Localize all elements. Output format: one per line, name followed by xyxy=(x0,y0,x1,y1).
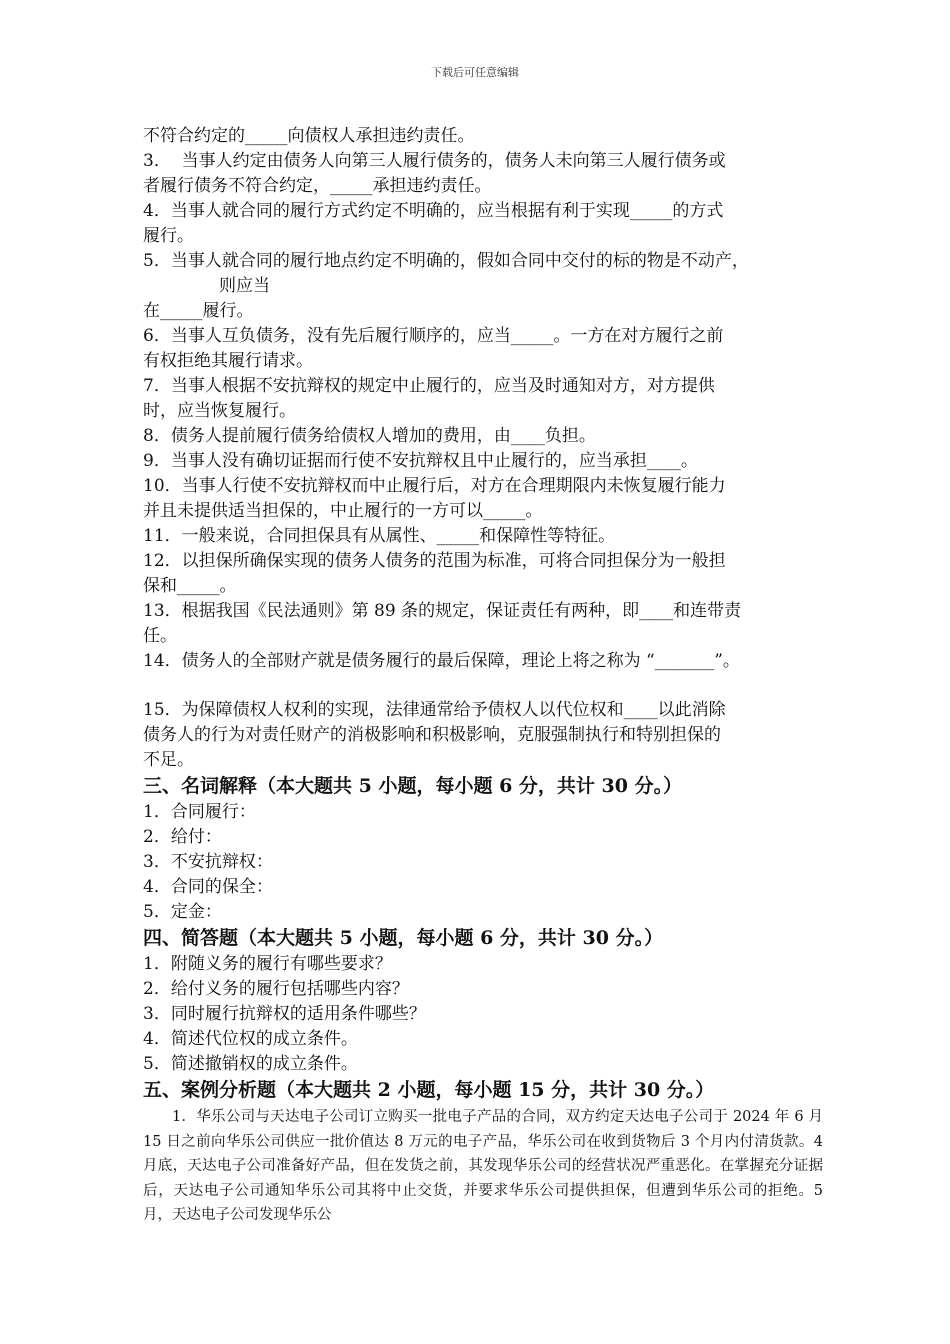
paragraph-gap xyxy=(143,674,823,698)
section-3-title: 三、名词解释（本大题共 5 小题，每小题 6 分，共计 30 分。） xyxy=(143,775,683,797)
text-line: 11．一般来说，合同担保具有从属性、_____和保障性等特征。 xyxy=(143,526,616,546)
text-line: 并且未提供适当担保的，中止履行的一方可以_____。 xyxy=(143,501,543,521)
text-line: 10．当事人行使不安抗辩权而中止履行后，对方在合理期限内未恢复履行能力 xyxy=(143,476,726,496)
case-paragraph: 1．华乐公司与天达电子公司订立购买一批电子产品的合同，双方约定天达电子公司于 2024 年 6 月 15 日之前向华乐公司供应一批价值达 8 万元的电子产品，华乐公司在收到货物后 3 个月内付清货款。4 月底，天达电子公司准备好产品，但在发货之前，其发现华乐公司的经营状况严重恶化。在掌握充分证据后，天达电子公司通知华乐公司其将中止交货，并要求华乐公司提供担保，但遭到华乐公司的拒绝。5 月，天达电子公司发现华乐公 xyxy=(143,1109,823,1223)
text-line: 8．债务人提前履行债务给债权人增加的费用，由____负担。 xyxy=(143,426,596,446)
list-item: 1．合同履行： xyxy=(143,802,256,822)
list-item: 5．简述撤销权的成立条件。 xyxy=(143,1054,358,1074)
text-line: 则应当 xyxy=(219,276,270,296)
text-line: 14．债务人的全部财产就是债务履行的最后保障，理论上将之称为 “_______”。 xyxy=(143,651,740,671)
text-line: 保和_____。 xyxy=(143,576,237,596)
text-line: 12．以担保所确保实现的债务人债务的范围为标准，可将合同担保分为一般担 xyxy=(143,551,726,571)
text-line: 时，应当恢复履行。 xyxy=(143,401,296,421)
text-line: 13．根据我国《民法通则》第 89 条的规定，保证责任有两种，即____和连带责 xyxy=(143,601,742,621)
list-item: 1．附随义务的履行有哪些要求？ xyxy=(143,954,392,974)
document-body xyxy=(143,124,823,1228)
text-line: 5．当事人就合同的履行地点约定不明确的，假如合同中交付的标的物是不动产， xyxy=(143,251,749,271)
text-line: 6．当事人互负债务，没有先后履行顺序的，应当_____。一方在对方履行之前 xyxy=(143,326,724,346)
list-item: 3．同时履行抗辩权的适用条件哪些？ xyxy=(143,1004,426,1024)
text-line: 9．当事人没有确切证据而行使不安抗辩权且中止履行的，应当承担____。 xyxy=(143,451,698,471)
text-line: 债务人的行为对责任财产的消极影响和积极影响，克服强制执行和特别担保的 xyxy=(143,725,721,745)
text-line: 不足。 xyxy=(143,750,194,770)
list-item: 5．定金： xyxy=(143,902,222,922)
list-item: 4．合同的保全： xyxy=(143,877,273,897)
text-line: 4．当事人就合同的履行方式约定不明确的，应当根据有利于实现_____的方式 xyxy=(143,201,724,221)
page-header-note: 下载后可任意编辑 xyxy=(431,66,519,79)
text-line: 任。 xyxy=(143,626,177,646)
list-item: 2．给付义务的履行包括哪些内容？ xyxy=(143,979,409,999)
text-line: 履行。 xyxy=(143,226,194,246)
text-line: 15．为保障债权人权利的实现，法律通常给予债权人以代位权和____以此消除 xyxy=(143,700,726,720)
list-item: 2．给付： xyxy=(143,827,222,847)
text-line: 有权拒绝其履行请求。 xyxy=(143,351,313,371)
text-line: 3． 当事人约定由债务人向第三人履行债务的，债务人未向第三人履行债务或 xyxy=(143,151,726,171)
section-5-title: 五、案例分析题（本大题共 2 小题，每小题 15 分，共计 30 分。） xyxy=(143,1079,715,1101)
text-line: 在_____履行。 xyxy=(143,301,254,321)
list-item: 3．不安抗辩权： xyxy=(143,852,273,872)
text-line: 不符合约定的_____向债权人承担违约责任。 xyxy=(143,126,475,146)
list-item: 4．简述代位权的成立条件。 xyxy=(143,1029,358,1049)
section-4-title: 四、简答题（本大题共 5 小题，每小题 6 分，共计 30 分。） xyxy=(143,927,664,949)
text-line: 者履行债务不符合约定，_____承担违约责任。 xyxy=(143,176,492,196)
text-line: 7．当事人根据不安抗辩权的规定中止履行的，应当及时通知对方，对方提供 xyxy=(143,376,715,396)
